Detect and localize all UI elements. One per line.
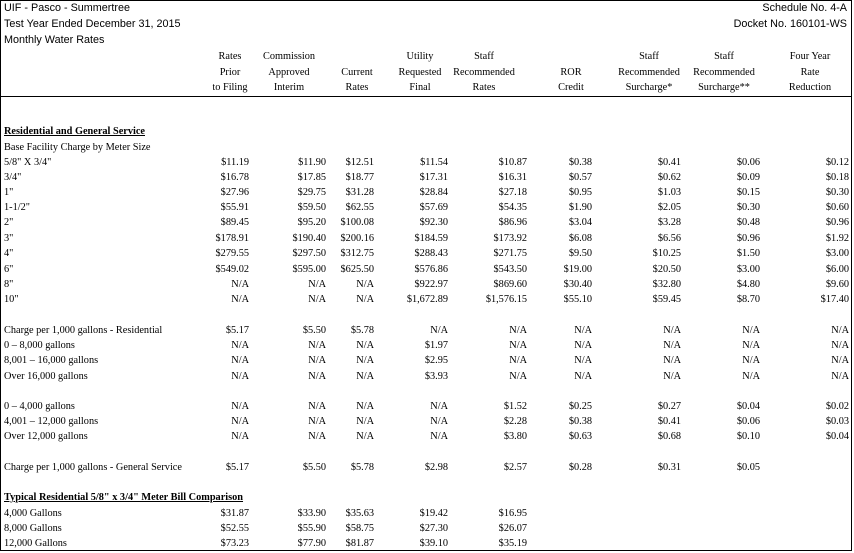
table-cell: $1.03 (657, 187, 681, 198)
table-cell: $1.90 (568, 202, 592, 213)
row-label: 0 – 4,000 gallons (4, 401, 75, 412)
row-label: 5/8" X 3/4" (4, 157, 52, 168)
table-row (1, 355, 851, 370)
column-header-line: Four Year (789, 51, 831, 62)
table-cell: N/A (574, 340, 592, 351)
table-row (1, 157, 851, 172)
table-cell: $58.75 (345, 523, 374, 534)
table-cell: $1,672.89 (406, 294, 448, 305)
table-cell: $0.09 (736, 172, 760, 183)
table-cell: $1.52 (503, 401, 527, 412)
table-cell: N/A (356, 279, 374, 290)
table-row (1, 187, 851, 202)
table-cell: $2.28 (503, 416, 527, 427)
table-cell: $55.10 (563, 294, 592, 305)
row-label: 3" (4, 233, 14, 244)
row-label: 1-1/2" (4, 202, 30, 213)
column-header (750, 49, 854, 96)
table-cell: N/A (356, 294, 374, 305)
table-cell: N/A (742, 325, 760, 336)
table-cell: $5.17 (225, 462, 249, 473)
table-cell: N/A (574, 355, 592, 366)
table-row (1, 340, 851, 355)
table-row (1, 248, 851, 263)
table-cell: $0.02 (825, 401, 849, 412)
table-cell: $0.30 (736, 202, 760, 213)
table-cell: $2.98 (424, 462, 448, 473)
table-cell: N/A (430, 431, 448, 442)
table-cell: $190.40 (292, 233, 326, 244)
table-cell: $0.48 (736, 217, 760, 228)
table-cell: N/A (231, 371, 249, 382)
table-cell: $11.54 (420, 157, 448, 168)
table-cell: $89.45 (220, 217, 249, 228)
table-cell: N/A (308, 279, 326, 290)
row-label: Charge per 1,000 gallons - Residential (4, 325, 163, 336)
table-cell: $12.51 (345, 157, 374, 168)
table-cell: $0.38 (568, 416, 592, 427)
table-cell: N/A (574, 325, 592, 336)
table-row (1, 431, 851, 446)
table-cell: $279.55 (215, 248, 249, 259)
table-cell: $0.15 (736, 187, 760, 198)
column-header-line: Prior (219, 66, 241, 78)
table-cell: N/A (231, 340, 249, 351)
table-row (1, 371, 851, 386)
table-cell: N/A (509, 371, 527, 382)
table-cell: $57.69 (419, 202, 448, 213)
row-label: 2" (4, 217, 14, 228)
table-cell: $0.30 (825, 187, 849, 198)
table-cell: $288.43 (414, 248, 448, 259)
table-cell: N/A (742, 340, 760, 351)
table-cell: $0.41 (657, 416, 681, 427)
table-cell: $33.90 (297, 508, 326, 519)
column-header-line: Recommended (453, 66, 515, 78)
table-cell: $27.96 (220, 187, 249, 198)
table-cell: N/A (231, 431, 249, 442)
table-cell: N/A (231, 355, 249, 366)
table-cell: $173.92 (493, 233, 527, 244)
column-header-line: Reduction (788, 82, 832, 93)
table-cell: $52.55 (220, 523, 249, 534)
column-header-line: Rates (472, 82, 496, 93)
table-cell: $17.85 (297, 172, 326, 183)
table-cell: $35.19 (498, 538, 527, 549)
table-cell: $2.95 (424, 355, 448, 366)
row-label: 8" (4, 279, 14, 290)
table-row (1, 523, 851, 538)
table-cell: $3.93 (424, 371, 448, 382)
table-cell: $10.87 (498, 157, 527, 168)
table-cell: $543.50 (493, 264, 527, 275)
table-cell: N/A (231, 294, 249, 305)
table-cell: N/A (308, 416, 326, 427)
table-cell: N/A (831, 371, 849, 382)
table-cell: $869.60 (493, 279, 527, 290)
column-header-line: Final (409, 82, 431, 93)
table-cell: $0.28 (568, 462, 592, 473)
table-cell: $31.87 (220, 508, 249, 519)
table-cell: $0.06 (736, 416, 760, 427)
table-cell: $3.04 (568, 217, 592, 228)
table-row (1, 172, 851, 187)
table-cell: $29.75 (297, 187, 326, 198)
row-label: 10" (4, 294, 19, 305)
table-row (1, 508, 851, 523)
table-row (1, 462, 851, 477)
table-cell: N/A (663, 371, 681, 382)
table-cell: $922.97 (414, 279, 448, 290)
column-header-line: Utility (406, 51, 434, 62)
table-cell: $5.50 (302, 325, 326, 336)
table-cell: $17.40 (820, 294, 849, 305)
schedule-title: Monthly Water Rates (4, 34, 105, 46)
table-cell: $54.35 (498, 202, 527, 213)
column-header-line: Staff (714, 51, 734, 62)
table-cell: $100.08 (340, 217, 374, 228)
table-cell: $184.59 (414, 233, 448, 244)
table-cell: N/A (231, 401, 249, 412)
table-cell: $18.77 (345, 172, 374, 183)
table-cell: $31.28 (345, 187, 374, 198)
column-header-line: Current (341, 66, 373, 78)
column-header-line: Recommended (618, 66, 680, 78)
row-label: 4" (4, 248, 14, 259)
column-header-line: Surcharge* (625, 82, 673, 93)
table-row (1, 279, 851, 294)
table-cell: $0.95 (568, 187, 592, 198)
table-cell: $5.50 (302, 462, 326, 473)
table-row (1, 538, 851, 553)
row-label: 0 – 8,000 gallons (4, 340, 75, 351)
table-cell: $0.68 (657, 431, 681, 442)
table-cell: N/A (356, 431, 374, 442)
table-cell: $0.05 (736, 462, 760, 473)
table-cell: $595.00 (292, 264, 326, 275)
table-row (1, 416, 851, 431)
section-typical-bill: Typical Residential 5/8" x 3/4" Meter Bill Comparison (4, 492, 244, 503)
table-cell: $625.50 (340, 264, 374, 275)
table-cell: $297.50 (292, 248, 326, 259)
table-cell: $1,576.15 (485, 294, 527, 305)
column-header-line: ROR (560, 66, 582, 78)
table-cell: $16.78 (220, 172, 249, 183)
table-cell: $16.95 (498, 508, 527, 519)
table-row (1, 325, 851, 340)
table-cell: $73.23 (220, 538, 249, 549)
table-cell: $0.63 (568, 431, 592, 442)
table-cell: $0.06 (736, 157, 760, 168)
table-cell: $92.30 (419, 217, 448, 228)
table-cell: N/A (663, 355, 681, 366)
table-cell: N/A (430, 401, 448, 412)
table-cell: $28.84 (419, 187, 448, 198)
table-cell: $3.00 (825, 248, 849, 259)
table-cell: N/A (663, 325, 681, 336)
table-cell: $2.57 (503, 462, 527, 473)
test-year: Test Year Ended December 31, 2015 (4, 18, 181, 30)
table-cell: N/A (356, 401, 374, 412)
table-cell: $0.60 (825, 202, 849, 213)
table-cell: $19.42 (419, 508, 448, 519)
table-cell: $55.91 (220, 202, 249, 213)
table-cell: $2.05 (657, 202, 681, 213)
table-cell: $549.02 (215, 264, 249, 275)
table-cell: $81.87 (345, 538, 374, 549)
table-row (1, 294, 851, 309)
row-label: Charge per 1,000 gallons - General Service (4, 462, 182, 473)
table-cell: $8.70 (736, 294, 760, 305)
table-row (1, 264, 851, 279)
table-row (1, 217, 851, 232)
table-cell: N/A (742, 371, 760, 382)
table-cell: N/A (356, 355, 374, 366)
table-cell: $271.75 (493, 248, 527, 259)
table-cell: N/A (308, 294, 326, 305)
column-header-line: Surcharge** (698, 82, 750, 93)
row-label: 8,001 – 16,000 gallons (4, 355, 99, 366)
table-cell: $35.63 (345, 508, 374, 519)
column-header-line: Staff (639, 51, 659, 62)
table-cell: N/A (356, 371, 374, 382)
table-cell: $0.62 (657, 172, 681, 183)
table-row (1, 202, 851, 217)
table-cell: $3.00 (736, 264, 760, 275)
table-cell: N/A (308, 401, 326, 412)
table-cell: $0.18 (825, 172, 849, 183)
table-cell: $0.38 (568, 157, 592, 168)
table-row (1, 233, 851, 248)
row-label: Over 12,000 gallons (4, 431, 88, 442)
table-cell: $5.78 (350, 462, 374, 473)
table-cell: $6.56 (657, 233, 681, 244)
row-label: 12,000 Gallons (4, 538, 67, 549)
table-cell: $39.10 (419, 538, 448, 549)
table-cell: $26.07 (498, 523, 527, 534)
table-cell: N/A (742, 355, 760, 366)
table-cell: $9.50 (568, 248, 592, 259)
table-cell: $59.45 (652, 294, 681, 305)
column-header-line: Rate (800, 66, 820, 78)
table-cell: N/A (356, 416, 374, 427)
table-cell: $0.57 (568, 172, 592, 183)
table-cell: $200.16 (340, 233, 374, 244)
column-header-line: Rates (345, 82, 369, 93)
table-cell: $1.50 (736, 248, 760, 259)
table-cell: N/A (831, 340, 849, 351)
table-cell: $27.18 (498, 187, 527, 198)
table-cell: $95.20 (297, 217, 326, 228)
table-cell: $576.86 (414, 264, 448, 275)
table-cell: N/A (574, 371, 592, 382)
table-cell: $30.40 (563, 279, 592, 290)
table-cell: $178.91 (215, 233, 249, 244)
row-label: 1" (4, 187, 14, 198)
row-label: 8,000 Gallons (4, 523, 62, 534)
table-cell: $0.31 (657, 462, 681, 473)
table-cell: $62.55 (345, 202, 374, 213)
table-cell: $59.50 (297, 202, 326, 213)
table-cell: N/A (663, 340, 681, 351)
column-header-line: Credit (558, 82, 584, 93)
table-cell: $1.97 (424, 340, 448, 351)
table-cell: N/A (308, 340, 326, 351)
section-residential-general: Residential and General Service (4, 126, 145, 137)
header-rule (1, 96, 851, 97)
docket-number: Docket No. 160101-WS (733, 18, 847, 30)
table-cell: $0.27 (657, 401, 681, 412)
table-cell: $17.31 (419, 172, 448, 183)
table-cell: N/A (831, 355, 849, 366)
company-name: UIF - Pasco - Summertree (4, 2, 130, 14)
table-cell: N/A (430, 416, 448, 427)
table-cell: N/A (308, 431, 326, 442)
row-label: 6" (4, 264, 14, 275)
table-cell: $0.96 (736, 233, 760, 244)
table-cell: $6.00 (825, 264, 849, 275)
table-cell: $55.90 (297, 523, 326, 534)
column-header-line: Commission (262, 51, 316, 62)
row-label: Over 16,000 gallons (4, 371, 88, 382)
table-cell: $0.96 (825, 217, 849, 228)
table-cell: $0.04 (825, 431, 849, 442)
table-cell: $0.04 (736, 401, 760, 412)
table-cell: $5.78 (350, 325, 374, 336)
table-cell: $10.25 (652, 248, 681, 259)
table-cell: $0.10 (736, 431, 760, 442)
table-cell: $86.96 (498, 217, 527, 228)
table-cell: N/A (831, 325, 849, 336)
table-cell: $312.75 (340, 248, 374, 259)
table-cell: N/A (509, 355, 527, 366)
column-header-line: Rates (218, 51, 242, 62)
column-header-line: Approved (268, 66, 310, 78)
table-cell: N/A (356, 340, 374, 351)
table-cell: $3.28 (657, 217, 681, 228)
column-header-line: Requested (398, 66, 442, 78)
table-cell: $0.03 (825, 416, 849, 427)
table-cell: $0.12 (825, 157, 849, 168)
table-cell: N/A (509, 325, 527, 336)
table-cell: $27.30 (419, 523, 448, 534)
table-cell: N/A (308, 355, 326, 366)
table-cell: N/A (308, 371, 326, 382)
section-bfc: Base Facility Charge by Meter Size (4, 142, 151, 153)
table-cell: $77.90 (297, 538, 326, 549)
table-row (1, 401, 851, 416)
table-cell: $19.00 (563, 264, 592, 275)
table-cell: N/A (231, 279, 249, 290)
table-cell: $0.41 (657, 157, 681, 168)
column-header-line: Staff (474, 51, 494, 62)
column-header-line: to Filing (212, 82, 248, 93)
table-cell: N/A (231, 416, 249, 427)
table-cell: N/A (430, 325, 448, 336)
table-cell: $11.19 (221, 157, 249, 168)
table-cell: $5.17 (225, 325, 249, 336)
column-header-line: Recommended (693, 66, 755, 78)
table-cell: N/A (509, 340, 527, 351)
table-cell: $11.90 (298, 157, 326, 168)
table-cell: $4.80 (736, 279, 760, 290)
table-cell: $9.60 (825, 279, 849, 290)
table-cell: $1.92 (825, 233, 849, 244)
table-cell: $3.80 (503, 431, 527, 442)
table-cell: $16.31 (498, 172, 527, 183)
column-header-line: Interim (273, 82, 305, 93)
table-cell: $6.08 (568, 233, 592, 244)
row-label: 4,001 – 12,000 gallons (4, 416, 99, 427)
schedule-number: Schedule No. 4-A (762, 2, 847, 14)
table-cell: $0.25 (568, 401, 592, 412)
row-label: 3/4" (4, 172, 22, 183)
row-label: 4,000 Gallons (4, 508, 62, 519)
table-cell: $20.50 (652, 264, 681, 275)
table-cell: $32.80 (652, 279, 681, 290)
